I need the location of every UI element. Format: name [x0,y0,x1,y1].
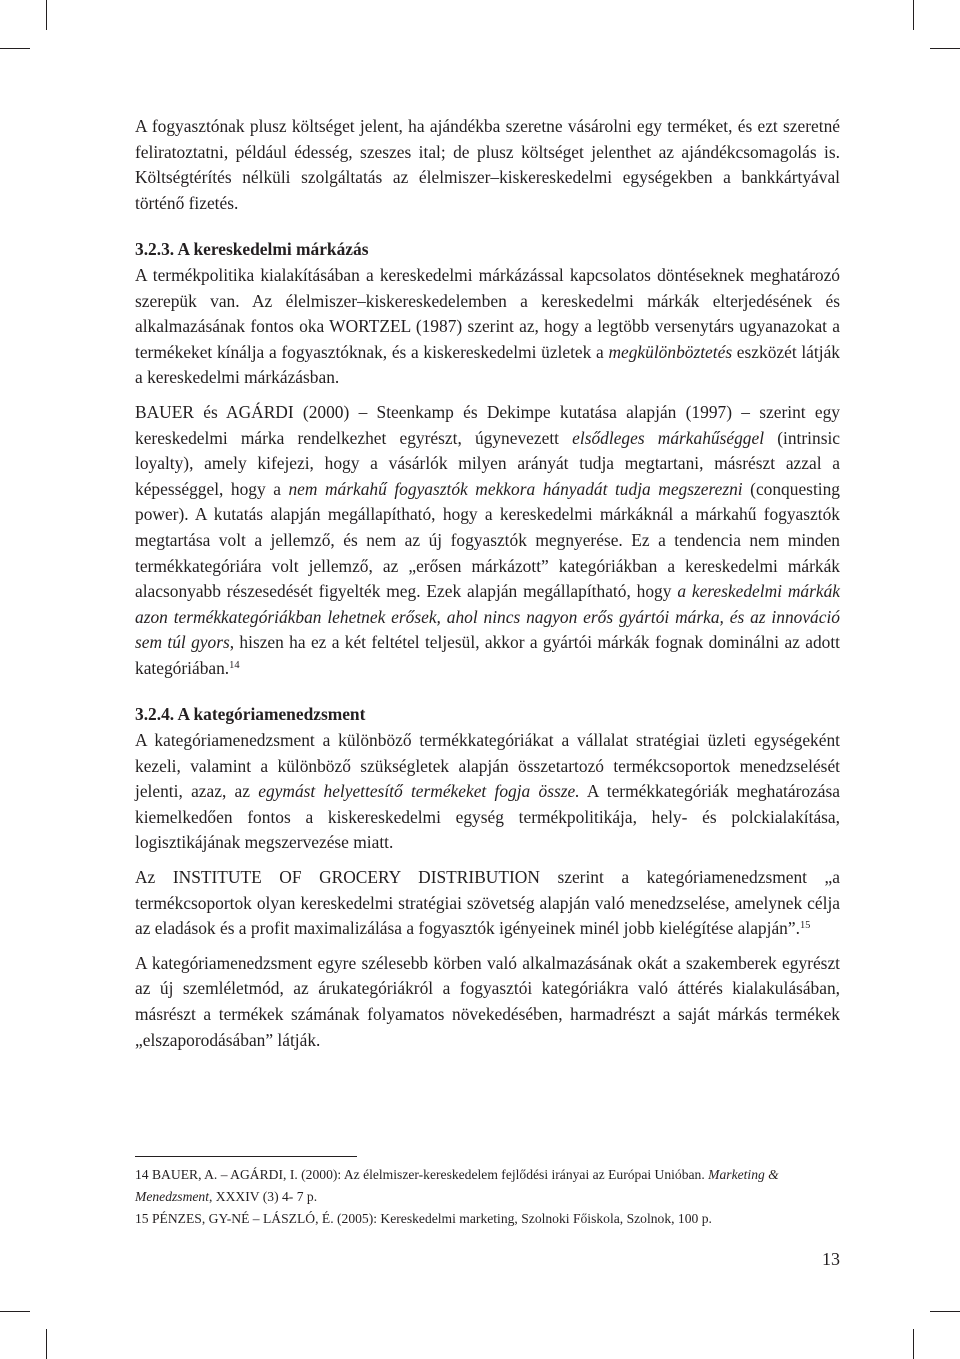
emphasis-text: a kereskedelmi márkák azon termékkategóriákban lehetnek erősek, ahol nincs nagyon erős gyártói márka, és az innováció sem túl gyors [135,581,841,653]
paragraph-text: A termékkategóriák meghatározása kiemelkedően fontos a kiskereskedelmi egység termékpolitikája, hely- és polckialakítása, logisztikájának megszervezése miatt. [135,781,840,853]
intro-paragraph: A fogyasztónak plusz költséget jelent, ha ajándékba szeretne vásárolni egy terméket, és ezt szeretné feliratoztatni, például édesség, szeszes ital; de plusz költséget jelenthet az ajándékcsomagolás is. Költségtérítés nélküli szolgáltatás az élelmiszer–kiskereskedelmi egységekben a bankkártyával történő fizetés. [135,116,840,213]
crop-mark-bottom-right-v [913,1329,914,1359]
crop-mark-bottom-right-h [930,1311,960,1312]
emphasis-text: egymást helyettesítő termékeket fogja össze. [258,781,580,802]
emphasis-text: elsődleges márkahűséggel [572,427,765,448]
footnote-journal: Marketing & Menedzsment [135,1167,779,1204]
footnote-text: , XXXIV (3) 4- 7 p. [209,1189,318,1204]
section-heading-3-2-3: 3.2.3. A kereskedelmi márkázás [135,239,369,260]
crop-mark-top-left-v [46,0,47,30]
crop-mark-top-right-h [930,48,960,49]
paragraph-text: A termékpolitika kialakításában a kereskedelmi márkázással kapcsolatos döntéseknek meghatározó szerepük van. Az élelmiszer–kiskereskedelemben a kereskedelmi márkák elterjedésének és alkalmazásának fontos oka WORTZEL (1987) szerint az, hogy a legtöbb versenytárs ugyanazokat a termékeket kínálja a fogyasztóknak, és a kiskereskedelmi üzletek a [135,264,840,362]
footnote-14 [135,1164,840,1208]
footnote-ref-15[interactable]: 15 [799,919,811,931]
paragraph-text: A kategóriamenedzsment a különböző termékkategóriákat a vállalat stratégiai üzleti egységeként kezeli, valamint a különböző szükségletek alapján összetartozó termékcsoportok menedzselését jelenti, azaz, az [135,730,840,802]
paragraph-category-adoption: A kategóriamenedzsment egyre szélesebb körben való alkalmazásának okát a szakemberek egyrészt az új szemléletmód, az árukategóriákról a fogyasztói kategóriákra való áttérés kialakulásában, másrészt a termékek számának folyamatos növekedésében, harmadrészt a saját márkás termékek „elszaporodásában” látják. [135,952,840,1050]
section-3-2-4 [135,702,840,856]
footnotes [135,1164,840,1230]
page-number: 13 [822,1249,840,1269]
footnote-divider [135,1156,357,1157]
paragraph-text: , hiszen ha ez a két feltétel teljesül, akkor a gyártói márkák fognak dominálni az adott kategóriában. [135,632,840,678]
section-3-2-3 [135,237,840,391]
paragraph-text: BAUER és AGÁRDI (2000) – Steenkamp és Dekimpe kutatása alapján (1997) – szerint egy kereskedelmi márka rendelkezhet egyrészt, úgynevezett [135,401,840,448]
paragraph-text: (intrinsic loyalty), amely kifejezi, hogy a vásárlók milyen arányát tudja megtartani, másrészt azzal a képességgel, hogy a [135,427,841,499]
crop-mark-bottom-left-v [46,1329,47,1359]
footnote-15: 15 PÉNZES, GY-NÉ – LÁSZLÓ, É. (2005): Kereskedelmi marketing, Szolnoki Főiskola, Szolnok, 100 p. [135,1211,712,1226]
crop-mark-top-right-v [913,0,914,30]
section-heading-3-2-4: 3.2.4. A kategóriamenedzsment [135,704,366,725]
crop-mark-top-left-h [0,48,30,49]
body-text [135,114,840,1053]
paragraph-bauer-agardi [135,400,840,682]
crop-mark-bottom-left-h [0,1311,30,1312]
footnote-ref-14[interactable]: 14 [229,659,240,671]
emphasis-text: megkülönböztetés [608,341,733,362]
paragraph-igd [135,865,840,942]
paragraph-text: eszközét látják a kereskedelmi márkázásban. [135,341,840,388]
emphasis-text: nem márkahű fogyasztók mekkora hányadát tudja megszerezni [288,478,743,499]
paragraph-text: Az INSTITUTE OF GROCERY DISTRIBUTION szerint a kategóriamenedzsment „a termékcsoportok olyan kereskedelmi stratégiai szövetség alapján való menedzselése, amelynek célja az eladások és a profit maximalizálása a fogyasztók igényeinek minél jobb kielégítése alapján”. [135,867,840,939]
footnote-text: 14 BAUER, A. – AGÁRDI, I. (2000): Az élelmiszer-kereskedelem fejlődési irányai az Európai Unióban. [135,1167,709,1182]
paragraph-text: (conquesting power). A kutatás alapján megállapítható, hogy a kereskedelmi márkáknál a márkahű fogyasztók megtartása volt a jellemző, és nem az új fogyasztók megnyerése. Ez a tendencia nem minden termékkategóriára volt jellemző, az „erősen márkázott” kategóriákban a kereskedelmi márkák alacsonyabb részesedését figyelték meg. Ezek alapján megállapítható, hogy [135,478,840,602]
